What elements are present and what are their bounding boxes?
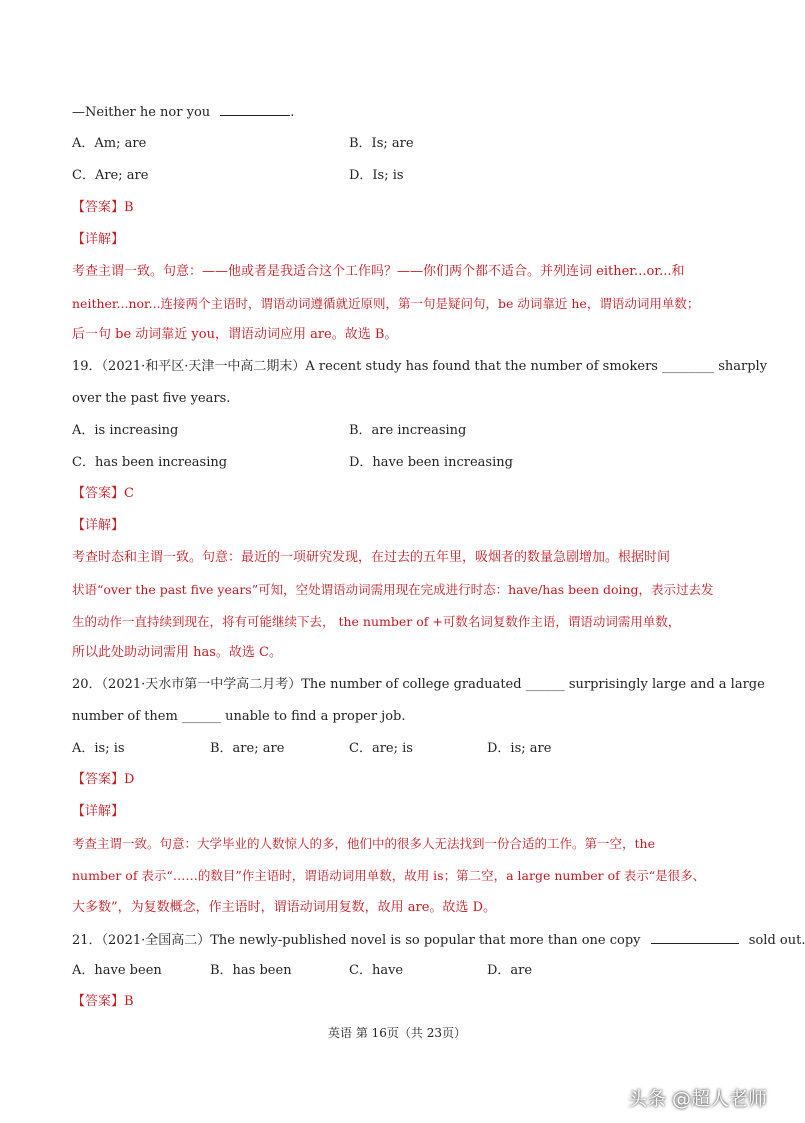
q21-option-d: D．are	[487, 963, 533, 978]
q20-stem-line-2: number of them ______ unable to find a proper job.	[72, 709, 406, 724]
q19-stem-line-2: over the past five years.	[72, 391, 231, 406]
q20-detail-label: 【详解】	[72, 804, 125, 819]
q18-answer: 【答案】B	[72, 200, 134, 215]
q20-explanation-line-3: 大多数”，为复数概念，作主语时，谓语动词用复数，故用 are。故选 D。	[72, 900, 496, 915]
q18-option-a: A．Am; are	[72, 136, 147, 151]
q18-blank	[220, 103, 290, 116]
q18-stem-text: —Neither he nor you	[72, 105, 211, 120]
q21-blank	[651, 931, 739, 944]
q21-option-b: B．has been	[210, 963, 292, 978]
watermark: 头条 @超人老师	[628, 1088, 768, 1110]
q19-explanation-line-2: 状语“over the past five years”可知，空处谓语动词需用现在完成进行时态：have/has been doing，表示过去发	[72, 582, 714, 597]
q18-stem-end: .	[290, 105, 295, 120]
q21-stem-end: sold out.	[748, 933, 805, 948]
q19-explanation-line-3: 生的动作一直持续到现在，将有可能继续下去， the number of +可数名词复数作主语，谓语动词需用单数，	[72, 614, 681, 629]
q21-option-a: A．have been	[72, 963, 162, 978]
q19-answer: 【答案】C	[72, 486, 134, 501]
q20-option-d: D．is; are	[487, 741, 552, 756]
q18-explanation-line-2: neither...nor...连接两个主语时，谓语动词遵循就近原则，第一句是疑问句，be 动词靠近 he，谓语动词用单数；	[72, 296, 700, 311]
q20-option-a: A．is; is	[72, 741, 125, 756]
page-footer: 英语 第 16页（共 23页）	[328, 1026, 466, 1040]
q21-stem-text: 21．（2021·全国高二）The newly-published novel is so popular that more than one copy	[72, 933, 641, 948]
q18-option-b: B．Is; are	[349, 136, 414, 151]
q19-option-d: D．have been increasing	[349, 455, 513, 470]
q21-answer: 【答案】B	[72, 994, 134, 1009]
q18-explanation-line-1: 考查主谓一致。句意：——他或者是我适合这个工作吗？——你们两个都不适合。并列连词 either...or...和	[72, 264, 685, 279]
q19-explanation-line-1: 考查时态和主谓一致。句意：最近的一项研究发现，在过去的五年里，吸烟者的数量急剧增加。根据时间	[72, 550, 671, 565]
q20-option-c: C．are; is	[349, 741, 413, 756]
q18-stem	[72, 103, 294, 122]
q21-stem	[72, 931, 805, 950]
q19-detail-label: 【详解】	[72, 518, 125, 533]
q19-explanation-line-4: 所以此处助动词需用 has。故选 C。	[72, 645, 283, 660]
q19-option-a: A．is increasing	[72, 423, 179, 438]
q21-option-c: C．have	[349, 963, 404, 978]
q20-explanation-line-1: 考查主谓一致。句意：大学毕业的人数惊人的多，他们中的很多人无法找到一份合适的工作。第一空，the	[72, 836, 655, 851]
q19-stem-line-1: 19．（2021·和平区·天津一中高二期末）A recent study has found that the number of smokers ________ sharply	[72, 359, 768, 374]
q19-option-b: B．are increasing	[349, 423, 467, 438]
q18-option-d: D．Is; is	[349, 168, 404, 183]
q18-explanation-line-3: 后一句 be 动词靠近 you，谓语动词应用 are。故选 B。	[72, 327, 398, 342]
q18-option-c: C．Are; are	[72, 168, 149, 183]
q20-stem-line-1: 20．（2021·天水市第一中学高二月考）The number of college graduated ______ surprisingly large and a large	[72, 677, 765, 692]
q20-option-b: B．are; are	[210, 741, 285, 756]
q18-detail-label: 【详解】	[72, 232, 125, 247]
q19-option-c: C．has been increasing	[72, 455, 228, 470]
q20-explanation-line-2: number of 表示“……的数目”作主语时，谓语动词用单数，故用 is；第二空，a large number of 表示“是很多、	[72, 868, 706, 883]
q20-answer: 【答案】D	[72, 772, 135, 787]
